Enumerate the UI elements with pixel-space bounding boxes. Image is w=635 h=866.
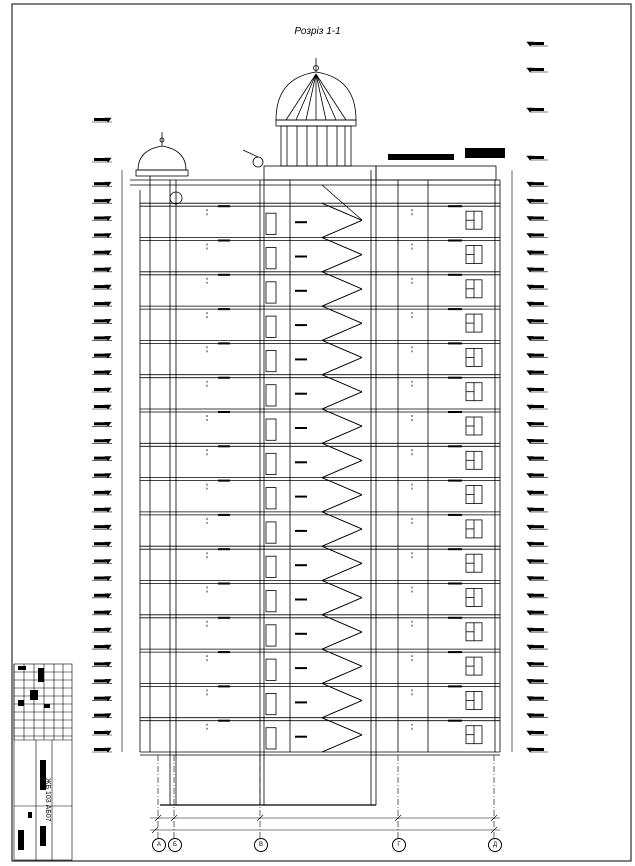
- annotation-block: [295, 393, 307, 395]
- elevation-mark: [527, 714, 548, 718]
- title-block-fill: [28, 812, 32, 818]
- annotation-block: [448, 651, 462, 653]
- annotation-block: [295, 633, 307, 635]
- elevation-mark: [92, 217, 112, 221]
- door-opening: [266, 625, 276, 646]
- stair-stringer: [322, 683, 362, 700]
- annotation-block: [218, 583, 230, 585]
- title-block-fill: [44, 704, 50, 708]
- door-opening: [266, 556, 276, 577]
- annotation-block: [295, 496, 307, 498]
- stair-stringer: [322, 460, 362, 477]
- elevation-mark: [92, 319, 112, 323]
- annotation-block: [218, 274, 230, 276]
- elevation-mark: [92, 731, 112, 735]
- annotation-block: [218, 617, 230, 619]
- elevation-mark: [527, 662, 548, 666]
- annotation-block: [448, 583, 462, 585]
- elevation-mark: [527, 251, 548, 255]
- annotation-block: [448, 445, 462, 447]
- door-opening: [266, 522, 276, 543]
- elevation-mark: [527, 679, 548, 683]
- door-opening: [266, 591, 276, 612]
- annotation-block: [295, 427, 307, 429]
- elevation-mark: [527, 302, 548, 306]
- elevation-mark: [92, 628, 112, 632]
- door-opening: [266, 316, 276, 337]
- elevation-mark: [527, 422, 548, 426]
- stair-stringer: [322, 238, 362, 255]
- annotation-block: [295, 667, 307, 669]
- dome-rib: [316, 74, 346, 120]
- elevation-mark: [92, 679, 112, 683]
- annotation-block: [295, 564, 307, 566]
- stair-stringer: [322, 272, 362, 289]
- elevation-mark: [92, 422, 112, 426]
- annotation-block: [218, 480, 230, 482]
- annotation-block: [218, 548, 230, 550]
- stair-stringer: [322, 495, 362, 512]
- annotation-block: [448, 205, 462, 207]
- stair-headhouse: [264, 166, 376, 180]
- elevation-mark: [527, 42, 548, 46]
- stair-stringer: [322, 185, 362, 220]
- annotation-block: [388, 154, 454, 160]
- elevation-mark: [527, 577, 548, 581]
- annotation-block: [448, 411, 462, 413]
- annotation-block: [448, 548, 462, 550]
- elevation-mark: [92, 118, 112, 122]
- stair-stringer: [322, 203, 362, 220]
- stair-stringer: [322, 392, 362, 409]
- annotation-block: [295, 701, 307, 703]
- callout-leader: [243, 150, 258, 157]
- elevation-mark: [527, 611, 548, 615]
- elevation-mark: [92, 560, 112, 564]
- elevation-mark: [92, 405, 112, 409]
- stair-stringer: [322, 426, 362, 443]
- title-block-fill: [18, 830, 24, 850]
- elevation-mark: [527, 156, 548, 160]
- dimension-lines: [150, 755, 500, 838]
- section-title: Розріз 1-1: [294, 26, 341, 37]
- annotation-block: [295, 221, 307, 223]
- stair-stringer: [322, 323, 362, 340]
- elevation-mark: [92, 525, 112, 529]
- annotation-block: [295, 256, 307, 258]
- elevation-mark: [92, 542, 112, 546]
- annotation-block: [218, 720, 230, 722]
- annotation-block: [295, 290, 307, 292]
- annotation-block: [295, 736, 307, 738]
- small-dome: [138, 146, 186, 170]
- stair-stringer: [322, 563, 362, 580]
- door-opening: [266, 248, 276, 269]
- elevation-mark: [92, 611, 112, 615]
- stair-stringer: [322, 306, 362, 323]
- elevation-mark: [527, 68, 548, 72]
- elevation-mark: [92, 594, 112, 598]
- elevation-mark: [527, 388, 548, 392]
- elevation-mark: [92, 748, 112, 752]
- door-opening: [266, 385, 276, 406]
- annotation-block: [218, 377, 230, 379]
- elevation-mark: [92, 457, 112, 461]
- elevation-mark: [92, 645, 112, 649]
- elevation-mark: [92, 474, 112, 478]
- annotation-block: [218, 240, 230, 242]
- stair-stringer: [322, 409, 362, 426]
- stair-stringer: [322, 255, 362, 272]
- elevation-mark: [92, 662, 112, 666]
- stair-stringer: [322, 581, 362, 598]
- stair-stringer: [322, 512, 362, 529]
- elevation-mark: [527, 405, 548, 409]
- dome-drum: [281, 126, 351, 166]
- door-opening: [266, 419, 276, 440]
- stair-stringer: [322, 649, 362, 666]
- elevation-mark: [527, 199, 548, 203]
- elevation-mark: [527, 474, 548, 478]
- door-opening: [266, 728, 276, 749]
- elevation-mark: [527, 491, 548, 495]
- annotation-block: [218, 411, 230, 413]
- axis-marker-d: Д: [488, 838, 502, 852]
- elevation-mark: [92, 491, 112, 495]
- elevation-mark: [527, 234, 548, 238]
- elevation-mark: [92, 199, 112, 203]
- elevation-mark: [92, 285, 112, 289]
- annotation-block: [448, 480, 462, 482]
- elevation-mark: [92, 336, 112, 340]
- small-dome-base: [136, 170, 188, 176]
- stair-stringer: [322, 735, 362, 752]
- annotation-block: [218, 651, 230, 653]
- detail-callout: [253, 157, 263, 167]
- elevation-mark: [527, 354, 548, 358]
- annotation-block: [448, 720, 462, 722]
- axis-marker-v: В: [254, 838, 268, 852]
- stair-stringer: [322, 598, 362, 615]
- annotation-block: [295, 599, 307, 601]
- door-opening: [266, 350, 276, 371]
- door-opening: [266, 213, 276, 234]
- annotation-block: [218, 685, 230, 687]
- dome-rib: [286, 74, 316, 120]
- elevation-mark: [92, 158, 112, 162]
- stair-stringer: [322, 718, 362, 735]
- door-opening: [266, 282, 276, 303]
- annotation-block: [295, 324, 307, 326]
- stair-stringer: [322, 666, 362, 683]
- elevation-mark: [527, 560, 548, 564]
- door-opening: [266, 693, 276, 714]
- annotation-block: [295, 461, 307, 463]
- elevation-mark: [92, 302, 112, 306]
- elevation-mark: [92, 577, 112, 581]
- elevation-mark: [92, 388, 112, 392]
- annotation-block: [218, 205, 230, 207]
- elevation-mark: [527, 645, 548, 649]
- elevation-mark: [92, 354, 112, 358]
- elevation-mark: [92, 371, 112, 375]
- elevation-mark: [92, 697, 112, 701]
- elevation-mark: [527, 108, 548, 112]
- stair-stringer: [322, 443, 362, 460]
- annotation-block: [448, 308, 462, 310]
- axis-marker-b: Б: [168, 838, 182, 852]
- dome-rib: [316, 74, 326, 120]
- elevation-mark: [527, 182, 548, 186]
- annotation-block: [448, 617, 462, 619]
- dome-rib: [316, 74, 336, 120]
- elevation-mark: [527, 508, 548, 512]
- stair-stringer: [322, 632, 362, 649]
- stair-stringer: [322, 358, 362, 375]
- annotation-block: [218, 445, 230, 447]
- elevation-mark: [527, 594, 548, 598]
- stair-stringer: [322, 375, 362, 392]
- annotation-block: [295, 358, 307, 360]
- annotation-block: [218, 514, 230, 516]
- elevation-mark: [527, 731, 548, 735]
- stair-stringer: [322, 289, 362, 306]
- annotation-block: [448, 342, 462, 344]
- annotation-block: [218, 342, 230, 344]
- annotation-block: [448, 514, 462, 516]
- axis-marker-g: Г: [392, 838, 406, 852]
- dome-drum-cornice: [276, 120, 356, 126]
- elevation-mark: [527, 439, 548, 443]
- elevation-mark: [527, 628, 548, 632]
- building-section: [130, 58, 505, 805]
- stair-stringer: [322, 615, 362, 632]
- elevation-mark: [527, 457, 548, 461]
- stair-stringer: [322, 529, 362, 546]
- annotation-block: [448, 274, 462, 276]
- elevation-mark: [527, 268, 548, 272]
- stamp-code: ЖБ 103 АБ07: [44, 778, 51, 822]
- title-block: [14, 664, 72, 860]
- stair-stringer: [322, 546, 362, 563]
- elevation-mark: [92, 268, 112, 272]
- annotation-block: [448, 685, 462, 687]
- title-block-fill: [18, 666, 26, 670]
- door-opening: [266, 488, 276, 509]
- elevation-mark: [527, 542, 548, 546]
- stair-stringer: [322, 478, 362, 495]
- dome-rib: [296, 74, 316, 120]
- axis-marker-a: А: [152, 838, 166, 852]
- elevation-mark: [92, 714, 112, 718]
- door-opening: [266, 659, 276, 680]
- title-block-fill: [30, 690, 38, 700]
- annotation-block: [295, 530, 307, 532]
- door-opening: [266, 453, 276, 474]
- elevation-mark: [92, 234, 112, 238]
- elevation-mark: [92, 251, 112, 255]
- elevation-mark: [92, 182, 112, 186]
- elevation-mark: [527, 525, 548, 529]
- stair-stringer: [322, 220, 362, 237]
- dome-rib: [306, 74, 316, 120]
- elevation-mark: [527, 336, 548, 340]
- elevation-mark: [527, 697, 548, 701]
- annotation-block: [448, 377, 462, 379]
- annotation-block: [448, 240, 462, 242]
- elevation-mark: [527, 748, 548, 752]
- elevation-mark: [527, 285, 548, 289]
- elevation-mark: [527, 217, 548, 221]
- elevation-mark: [527, 371, 548, 375]
- parapet: [376, 166, 496, 180]
- elevation-mark: [92, 439, 112, 443]
- stair-stringer: [322, 340, 362, 357]
- title-block-fill: [38, 668, 44, 682]
- annotation-block: [218, 308, 230, 310]
- elevation-mark: [527, 319, 548, 323]
- elevation-mark: [92, 508, 112, 512]
- title-block-fill: [40, 826, 46, 846]
- stair-stringer: [322, 701, 362, 718]
- annotation-block: [465, 148, 505, 158]
- title-block-fill: [18, 700, 24, 706]
